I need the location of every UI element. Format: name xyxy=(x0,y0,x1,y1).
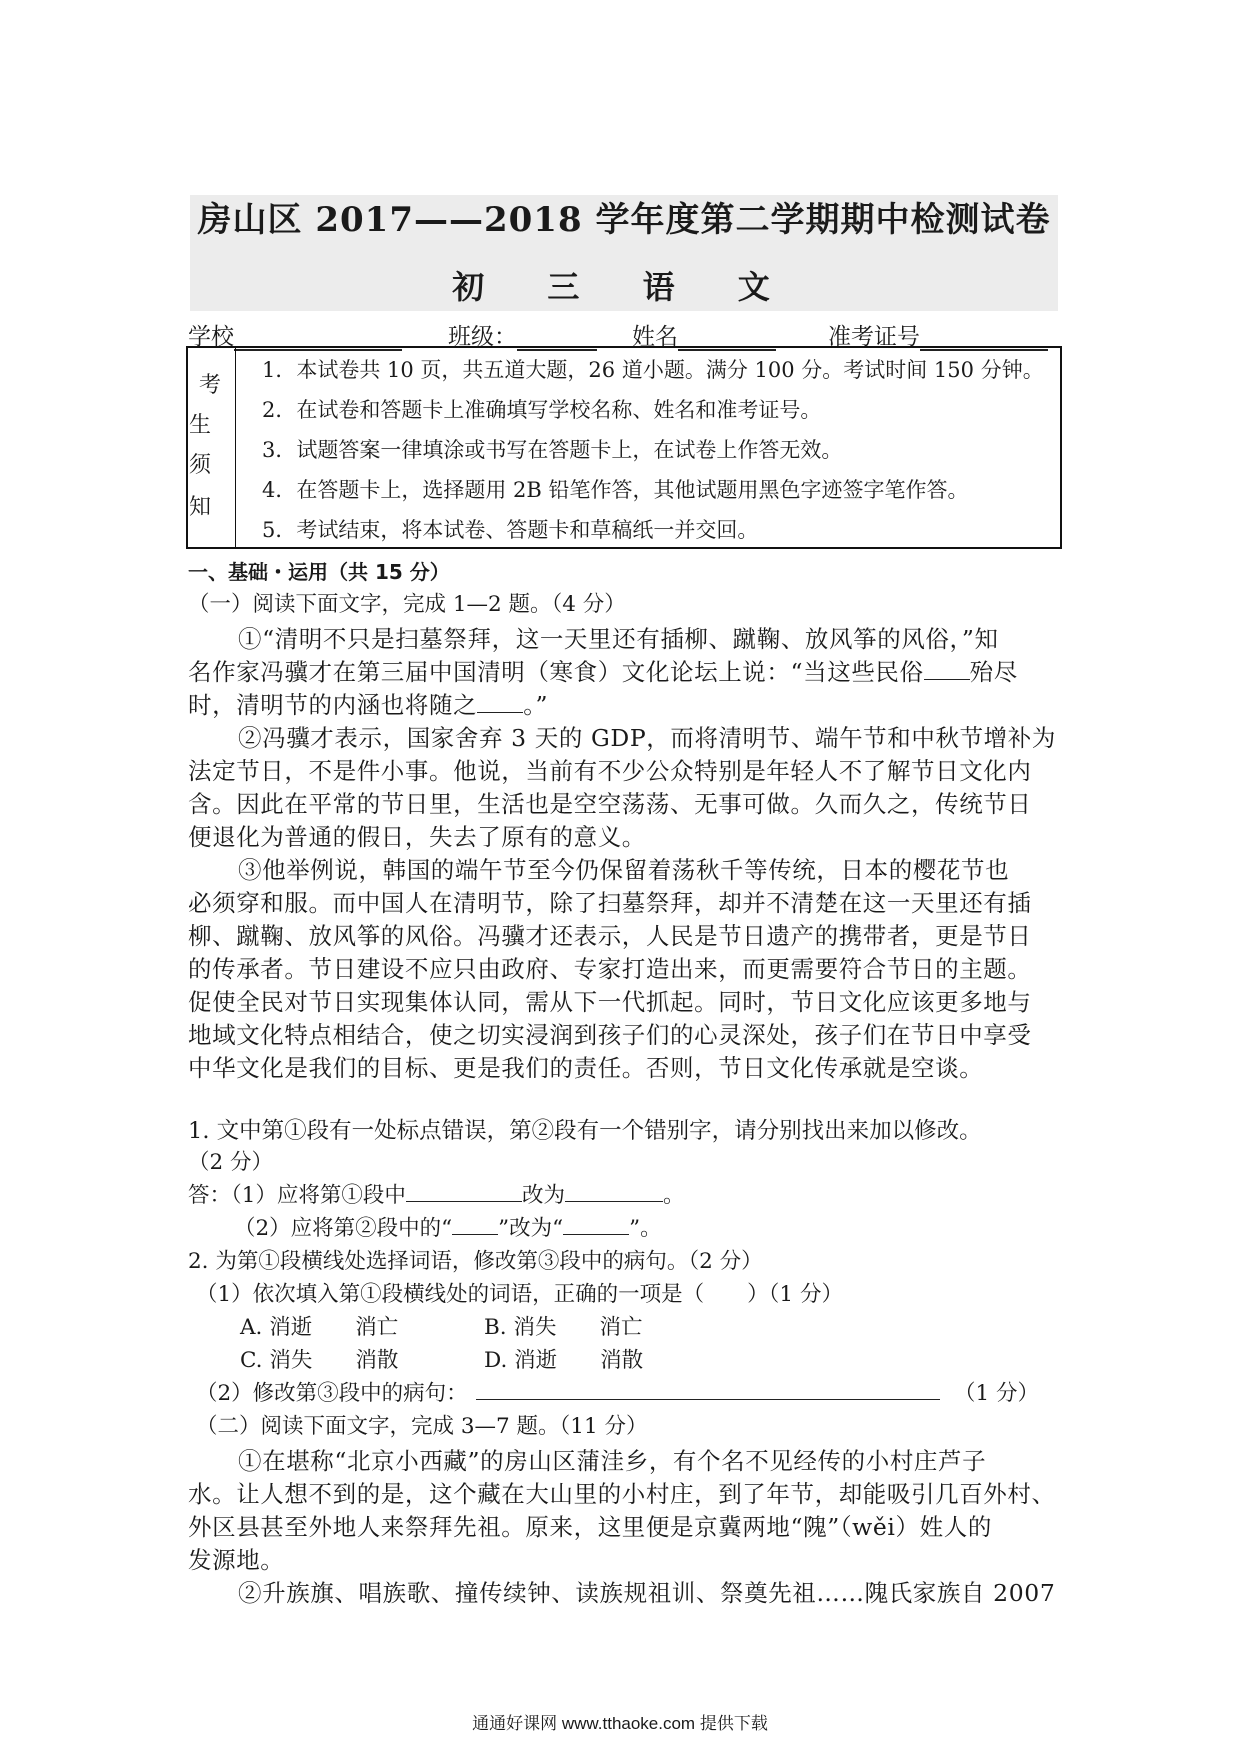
answer-blank xyxy=(565,1179,663,1202)
paragraph-line: 促使全民对节日实现集体认同，需从下一代抓起。同时，节日文化应该更多地与 xyxy=(188,988,1032,1016)
paragraph-line: 时，清明节的内涵也将随之 。” xyxy=(188,691,549,719)
paragraph-line: 的传承者。节日建设不应只由政府、专家打造出来，而更需要符合节日的主题。 xyxy=(188,955,1032,983)
page-subtitle: 初 三 语 文 xyxy=(452,268,796,306)
paragraph-line: 法定节日，不是件小事。他说，当前有不少公众特别是年轻人不了解节日文化内 xyxy=(188,757,1032,785)
paragraph-line: 发源地。 xyxy=(188,1546,285,1574)
notice-item: 2．在试卷和答题卡上准确填写学校名称、姓名和准考证号。 xyxy=(262,398,822,422)
question-2-sub2: （2）修改第③段中的病句： xyxy=(196,1376,940,1407)
school-label: 学校 xyxy=(188,324,234,350)
option-a: A. 消逝 消亡 xyxy=(240,1315,399,1340)
notice-item: 3．试题答案一律填涂或书写在答题卡上，在试卷上作答无效。 xyxy=(262,438,843,462)
paragraph-line: 柳、蹴鞠、放风筝的风俗。冯骥才还表示，人民是节日遗产的携带者，更是节日 xyxy=(188,922,1032,950)
notice-label-char: 生 xyxy=(189,413,212,438)
paragraph-line: ②升族旗、唱族歌、撞传续钟、读族规祖训、祭奠先祖……隗氏家族自 2007 xyxy=(238,1579,1056,1607)
name-label: 姓名 xyxy=(632,324,678,350)
paragraph-line: 必须穿和服。而中国人在清明节，除了扫墓祭拜，却并不清楚在这一天里还有插 xyxy=(188,889,1032,917)
question-1-score: （2 分） xyxy=(188,1150,274,1175)
question-1: 1. 文中第①段有一处标点错误，第②段有一个错别字，请分别找出来加以修改。 xyxy=(188,1118,982,1144)
notice-label-char: 须 xyxy=(189,453,212,478)
exam-id-label: 准考证号 xyxy=(828,324,920,350)
paragraph-line: ②冯骥才表示，国家舍弃 3 天的 GDP，而将清明节、端午节和中秋节增补为 xyxy=(238,724,1056,752)
paragraph-line: 名作家冯骥才在第三届中国清明（寒食）文化论坛上说：“当这些民俗 殆尽 xyxy=(188,658,1018,686)
part2-intro: （二）阅读下面文字，完成 3—7 题。（11 分） xyxy=(196,1414,648,1439)
option-d: D. 消逝 消散 xyxy=(484,1348,644,1373)
notice-label-char: 知 xyxy=(189,495,212,520)
part1-intro: （一）阅读下面文字，完成 1—2 题。（4 分） xyxy=(188,592,626,617)
fill-blank xyxy=(924,657,970,680)
question-2: 2. 为第①段横线处选择词语，修改第③段中的病句。（2 分） xyxy=(188,1249,763,1274)
page-title: 房山区 2017——2018 学年度第二学期期中检测试卷 xyxy=(197,200,1051,240)
notice-item: 5．考试结束，将本试卷、答题卡和草稿纸一并交回。 xyxy=(262,518,759,542)
paragraph-line: 便退化为普通的假日，失去了原有的意义。 xyxy=(188,823,646,851)
paragraph-line: 地域文化特点相结合，使之切实浸润到孩子们的心灵深处，孩子们在节日中享受 xyxy=(188,1021,1032,1049)
paragraph-line: 水。让人想不到的是，这个藏在大山里的小村庄，到了年节，却能吸引几百外村、 xyxy=(188,1480,1056,1508)
notice-label xyxy=(186,346,236,549)
question-2-sub2-score: （1 分） xyxy=(954,1381,1040,1406)
notice-item: 1．本试卷共 10 页，共五道大题，26 道小题。满分 100 分。考试时间 150 分钟。 xyxy=(262,358,1044,382)
answer-line: （2）应将第②段中的“ ”改为“ ”。 xyxy=(234,1211,662,1242)
footer-text: 通通好课网 www.tthaoke.com 提供下载 xyxy=(472,1714,768,1733)
class-label: 班级： xyxy=(448,324,517,350)
fill-blank xyxy=(477,690,523,713)
option-c: C. 消失 消散 xyxy=(240,1348,399,1373)
paragraph-line: 中华文化是我们的目标、更是我们的责任。否则，节日文化传承就是空谈。 xyxy=(188,1054,984,1082)
paragraph-line: 含。因此在平常的节日里，生活也是空空荡荡、无事可做。久而久之，传统节日 xyxy=(188,790,1032,818)
paragraph-line: ①在堪称“北京小西藏”的房山区蒲洼乡，有个名不见经传的小村庄芦子 xyxy=(238,1447,987,1475)
paragraph-line: 外区县甚至外地人来祭拜先祖。原来，这里便是京冀两地“隗”（wěi）姓人的 xyxy=(188,1513,992,1541)
notice-item: 4．在答题卡上，选择题用 2B 铅笔作答，其他试题用黑色字迹签字笔作答。 xyxy=(262,478,969,502)
paragraph-line: ①“清明不只是扫墓祭拜，这一天里还有插柳、蹴鞠、放风筝的风俗，”知 xyxy=(238,625,999,653)
answer-blank xyxy=(406,1179,522,1202)
option-b: B. 消失 消亡 xyxy=(484,1315,643,1340)
section-heading: 一、基础・运用（共 15 分） xyxy=(188,560,450,584)
answer-blank xyxy=(476,1377,940,1400)
answer-line: 答：（1）应将第①段中 改为 。 xyxy=(188,1178,684,1209)
notice-label-char: 考 xyxy=(199,373,222,398)
question-2-sub1: （1）依次填入第①段横线处的词语，正确的一项是（ ）（1 分） xyxy=(196,1282,843,1307)
paragraph-line: ③他举例说，韩国的端午节至今仍保留着荡秋千等传统，日本的樱花节也 xyxy=(238,856,1010,884)
answer-blank xyxy=(452,1212,498,1235)
answer-blank xyxy=(563,1212,629,1235)
